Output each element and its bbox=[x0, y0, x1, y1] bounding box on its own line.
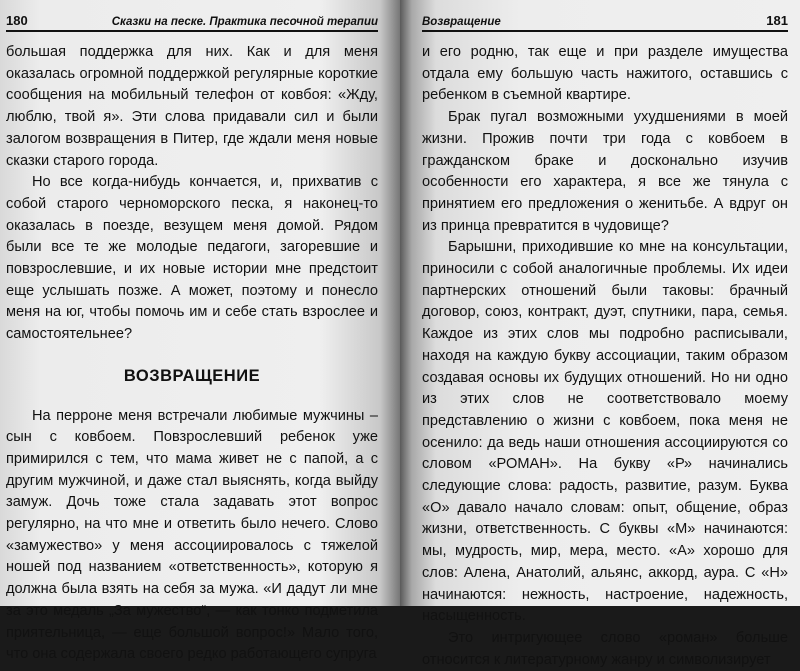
right-page-number: 181 bbox=[766, 13, 788, 28]
right-page bbox=[400, 0, 800, 668]
right-running-head bbox=[422, 0, 788, 32]
paragraph: Брак пугал возможными ухудшениями в моей жизни. Прожив почти три года с ковбоем в гражданском браке и досконально изучив особенности его характера, я все же тянула с принятием его предложения о женитьбе. А вдруг он из принца превратится в чудовище? bbox=[422, 109, 788, 234]
paragraph: большая поддержка для них. Как и для меня оказалась огромной поддержкой регулярные короткие сообщения на мобильный телефон от ковбоя: «Жду, люблю, твой я». Эти слова придавали сил и были залогом возвращения в Питер, где ждали меня новые сказки старого города. bbox=[6, 44, 378, 169]
left-running-head bbox=[6, 0, 378, 32]
paragraph: На перроне меня встречали любимые мужчины – сын с ковбоем. Повзрослевший ребенок уже примирился с тем, что мама живет не с папой, а с другим мужчиной, и даже стал выяснять, когда выйду замуж. Дочь тоже стала задавать этот вопрос регулярно, на что мне и ответить было нечего. Слово «замужество» у меня ассоциировалось с тяжелой ношей под названием «ответственность», которую я должна была взять на себя за мужа. «И дадут ли мне за это медаль „За мужество“, — как тонко подметила приятельница, — еще большой вопрос!» Мало того, что она содержала своего редко работающего супруга bbox=[6, 407, 378, 663]
right-running-title: Возвращение bbox=[422, 16, 501, 28]
paragraph: Но все когда-нибудь кончается, и, прихватив с собой старого черноморского песка, я наконец-то оказалась в поезде, везущем меня домой. Рядом были все те же молодые педагоги, загоревшие и повзрослевшие, и их новые истории мне предстоит еще услышать позже. А может, поэтому и понесло меня на юг, чтобы помочь им и себе стать взрослее и самостоятельнее? bbox=[6, 174, 378, 343]
right-page-text bbox=[422, 42, 788, 671]
chapter-heading: ВОЗВРАЩЕНИЕ bbox=[123, 366, 261, 385]
paragraph: Барышни, приходившие ко мне на консультации, приносили с собой аналогичные проблемы. Их идеи партнерских отношений были таковы: брачный договор, союз, контракт, дуэт, спутники, пара, семья. Каждое из этих слов мы подробно расписывали, находя на каждую букву ассоциации, таким образом создавая основы их будущих отношений. Но ни одно из этих слов не соответствовало моему представлению о жизни с ковбоем, пока меня не осенило: да ведь наши отношения ассоциируются со словом «РОМАН». На букву «Р» начинались следующие слова: радость, развитие, разум. Буква «О» давало начало словам: опыт, общение, образ жизни, ответственность. С буквы «М» начинаются: мы, мудрость, мир, мера, место. «А» хорошо для слов: Алена, Анатолий, альянс, аккорд, аура. С «Н» начинаются: нежность, настроение, надежность, насыщенность. bbox=[422, 239, 788, 625]
left-page-text bbox=[6, 42, 378, 666]
left-page bbox=[0, 0, 400, 663]
left-running-title: Сказки на песке. Практика песочной терапии bbox=[111, 16, 378, 28]
paragraph: Это интригующее слово «роман» больше относится к литературному жанру и символизирует bbox=[422, 629, 788, 668]
left-page-number: 180 bbox=[6, 13, 28, 28]
paragraph: и его родню, так еще и при разделе имущества отдала ему большую часть нажитого, оставшись с ребенком в съемной квартире. bbox=[422, 44, 788, 104]
